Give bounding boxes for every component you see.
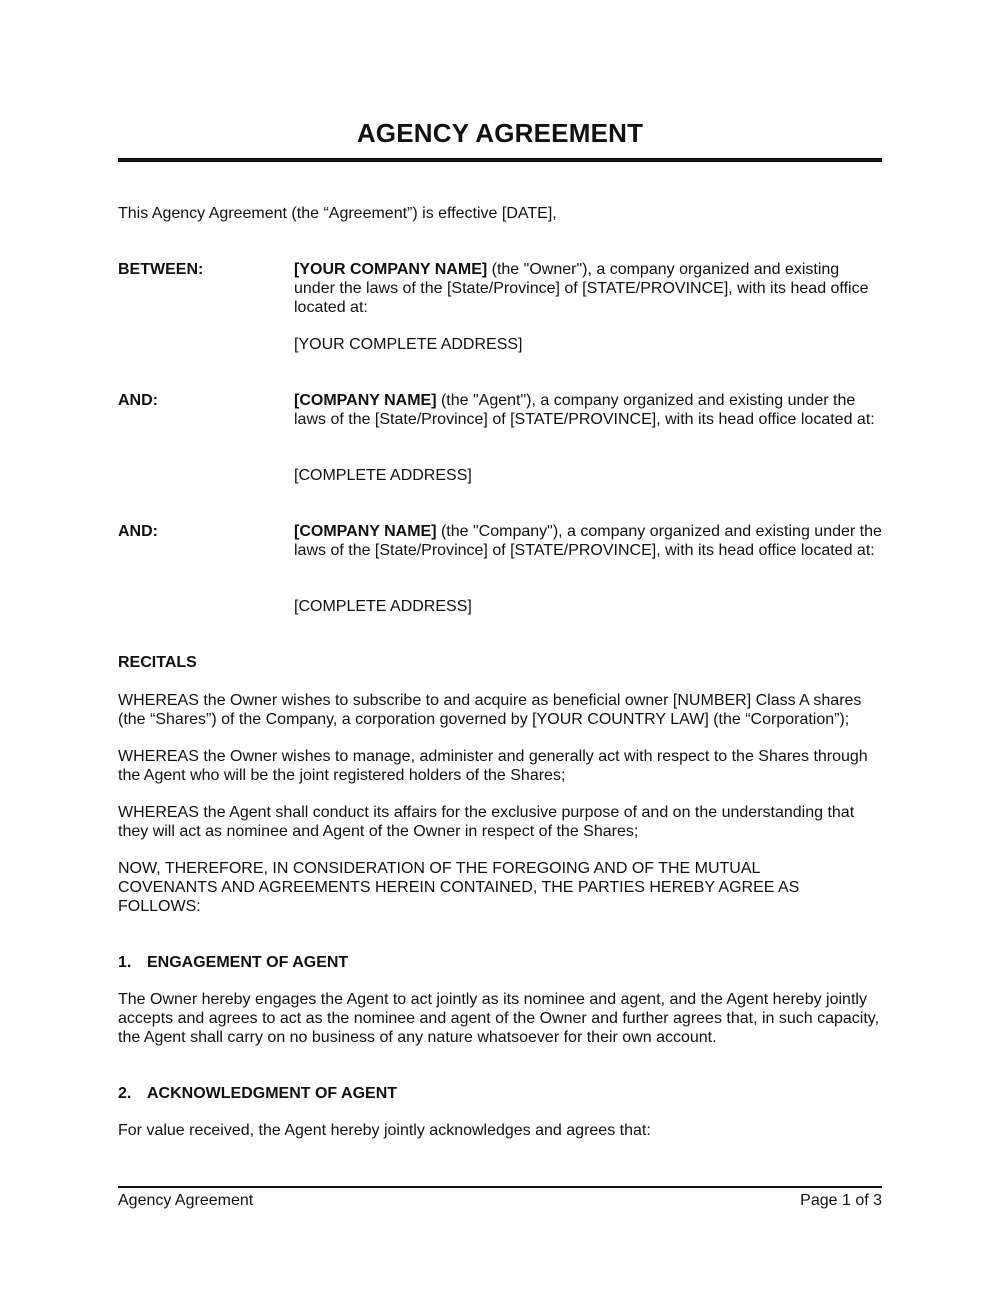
recital-paragraph: WHEREAS the Owner wishes to subscribe to and acquire as beneficial owner [NUMBER] Class A shares (the “Shares”) of the Company, a corporation governed by [YOUR COUNTRY LAW] (the “Corporation”); <box>118 692 862 728</box>
title-divider <box>118 158 882 162</box>
party-name: [COMPANY NAME] <box>294 523 437 540</box>
section-number: 2. <box>118 1085 132 1102</box>
party-description <box>294 522 882 560</box>
footer-document-name: Agency Agreement <box>118 1192 254 1209</box>
recital-paragraph: WHEREAS the Owner wishes to manage, administer and generally act with respect to the Shares through the Agent who will be the joint registered holders of the Shares; <box>118 748 868 784</box>
party-address: [COMPLETE ADDRESS] <box>294 598 472 615</box>
section-heading <box>118 953 882 972</box>
party-details: (the "Agent"), a company organized and existing under the laws of the [State/Province] of [STATE/PROVINCE], with its head office located at: <box>294 392 875 428</box>
party-name: [YOUR COMPANY NAME] <box>294 261 488 278</box>
section-paragraph: For value received, the Agent hereby jointly acknowledges and agrees that: <box>118 1122 651 1139</box>
party-details: (the "Owner"), a company organized and existing under the laws of the [State/Province] of [STATE/PROVINCE], with its head office located at: <box>294 261 869 316</box>
party-name: [COMPANY NAME] <box>294 392 437 409</box>
party-details: (the "Company"), a company organized and existing under the laws of the [State/Province] of [STATE/PROVINCE], with its head office located at: <box>294 523 882 559</box>
recital-paragraph: WHEREAS the Agent shall conduct its affairs for the exclusive purpose of and on the understanding that they will act as nominee and Agent of the Owner in respect of the Shares; <box>118 804 855 840</box>
party-label: AND: <box>118 392 158 409</box>
recital-paragraph: NOW, THEREFORE, IN CONSIDERATION OF THE FOREGOING AND OF THE MUTUAL COVENANTS AND AGREEMENTS HEREIN CONTAINED, THE PARTIES HEREBY AGREE AS FOLLOWS: <box>118 860 800 915</box>
party-address: [COMPLETE ADDRESS] <box>294 467 472 484</box>
intro-paragraph: This Agency Agreement (the “Agreement”) is effective [DATE], <box>118 205 557 222</box>
section-heading <box>118 1084 882 1103</box>
document-title: AGENCY AGREEMENT <box>356 118 644 148</box>
recitals-heading: RECITALS <box>118 654 197 671</box>
party-label: AND: <box>118 523 158 540</box>
footer-page-number: Page 1 of 3 <box>800 1192 882 1209</box>
section-number: 1. <box>118 954 132 971</box>
section-title: ACKNOWLEDGMENT OF AGENT <box>147 1085 398 1102</box>
section-title: ENGAGEMENT OF AGENT <box>147 954 349 971</box>
footer-divider <box>118 1186 882 1188</box>
party-label: BETWEEN: <box>118 261 204 278</box>
section-paragraph: The Owner hereby engages the Agent to act jointly as its nominee and agent, and the Agent hereby jointly accepts and agrees to act as the nominee and agent of the Owner and further agrees that, in such capacity, the Agent shall carry on no business of any nature whatsoever for their own account. <box>118 991 880 1046</box>
party-description <box>294 260 882 317</box>
party-description <box>294 391 882 429</box>
party-address: [YOUR COMPLETE ADDRESS] <box>294 336 523 353</box>
